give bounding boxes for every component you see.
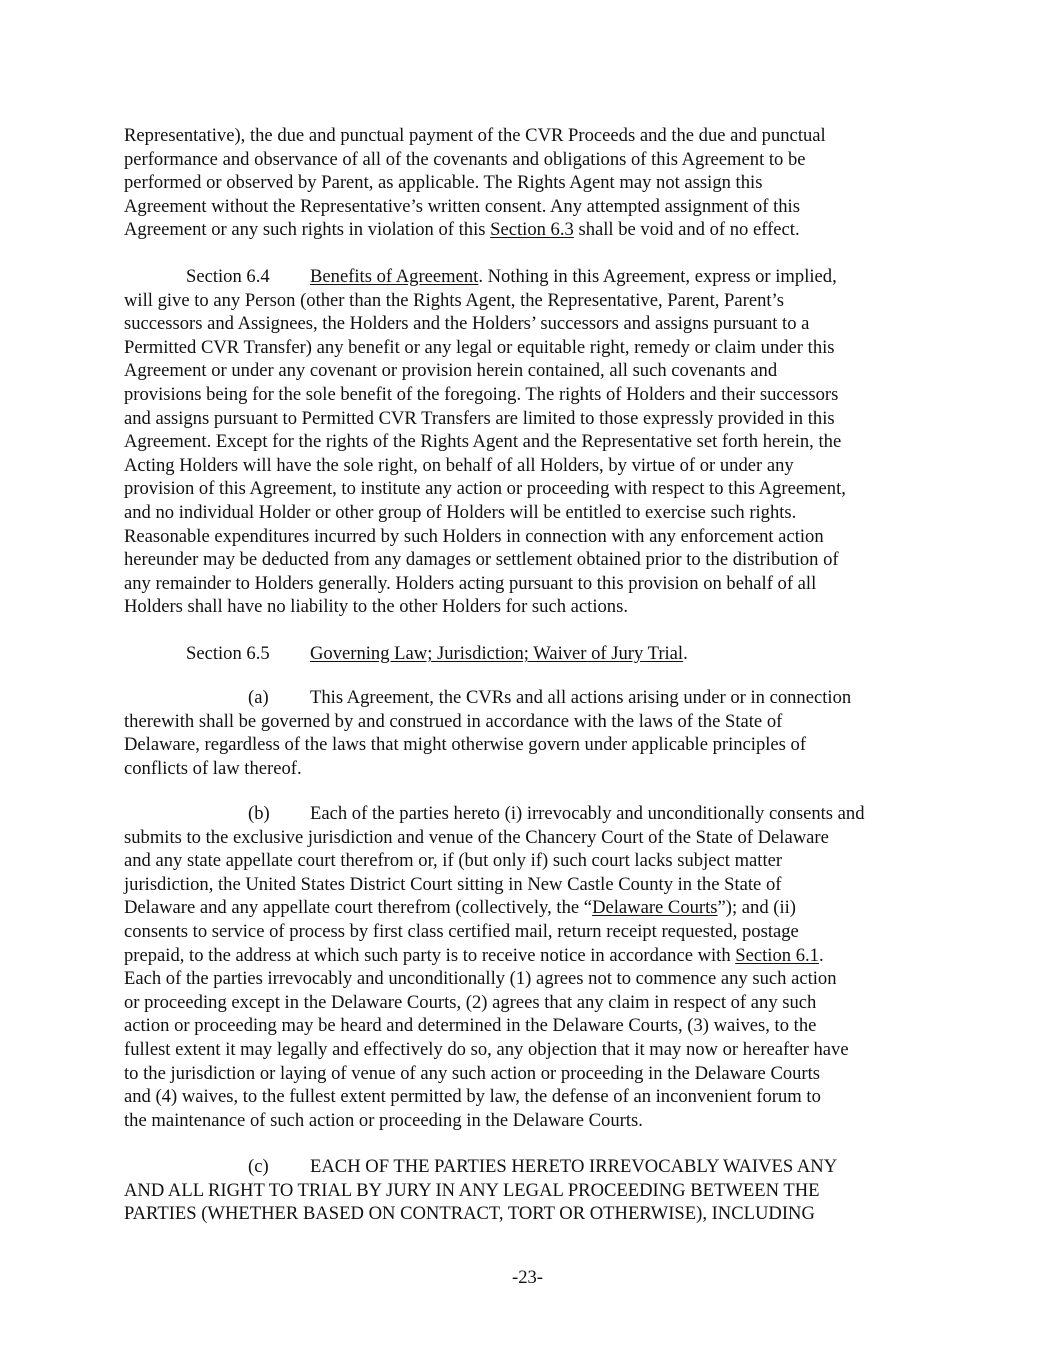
text-fragment: ”); and (ii) <box>717 897 797 919</box>
section-reference: Section 6.1 <box>735 944 819 966</box>
clause-first-line <box>124 686 944 710</box>
text-line: action or proceeding may be heard and determined in the Delaware Courts, (3) waives, to the <box>124 1015 817 1037</box>
clause-label: (c) <box>248 1156 269 1177</box>
text-line: and no individual Holder or other group of Holders will be entitled to exercise such rights. <box>124 501 797 523</box>
text-line: hereunder may be deducted from any damages or settlement obtained prior to the distribution of <box>124 549 839 571</box>
text-line: Holders shall have no liability to the other Holders for such actions. <box>124 596 628 618</box>
text-line: the maintenance of such action or proceeding in the Delaware Courts. <box>124 1109 643 1131</box>
text-line: Each of the parties irrevocably and unconditionally (1) agrees not to commence any such action <box>124 968 837 990</box>
text-line: and assigns pursuant to Permitted CVR Transfers are limited to those expressly provided in this <box>124 407 835 429</box>
section-heading-line <box>124 265 944 289</box>
text-fragment: shall be void and of no effect. <box>573 219 800 241</box>
section-6-5-heading <box>124 642 944 666</box>
text-line: performed or observed by Parent, as applicable. The Rights Agent may not assign this <box>124 172 763 194</box>
text-line: consents to service of process by first class certified mail, return receipt requested, postage <box>124 920 799 942</box>
clause-c-paragraph <box>124 1155 944 1226</box>
text-line: Acting Holders will have the sole right, on behalf of all Holders, by virtue of or under any <box>124 454 794 476</box>
text-fragment: Agreement or any such rights in violation of this <box>124 219 491 241</box>
text-line: jurisdiction, the United States District Court sitting in New Castle County in the State of <box>124 873 782 895</box>
text-line <box>124 896 944 920</box>
text-line: PARTIES (WHETHER BASED ON CONTRACT, TORT OR OTHERWISE), INCLUDING <box>124 1203 815 1225</box>
text-fragment: Each of the parties hereto (i) irrevocably and unconditionally consents and <box>310 803 865 824</box>
text-line: Agreement or under any covenant or provision herein contained, all such covenants and <box>124 360 778 382</box>
section-6-4-paragraph <box>124 265 944 619</box>
text-fragment: Delaware and any appellate court therefrom (collectively, the “ <box>124 897 593 919</box>
section-heading-line <box>124 642 944 666</box>
text-line <box>124 944 944 968</box>
page-number: -23- <box>512 1267 543 1288</box>
text-line: successors and Assignees, the Holders and the Holders’ successors and assigns pursuant to a <box>124 313 810 335</box>
text-fragment: prepaid, to the address at which such party is to receive notice in accordance with <box>124 944 736 966</box>
section-heading: Governing Law; Jurisdiction; Waiver of Jury Trial <box>310 643 684 664</box>
section-reference: Section 6.3 <box>490 219 574 241</box>
text-line <box>124 218 944 242</box>
clause-label: (b) <box>248 803 270 824</box>
text-fragment: EACH OF THE PARTIES HERETO IRREVOCABLY WAIVES ANY <box>310 1156 838 1177</box>
text-fragment: . <box>683 643 688 664</box>
text-line: therewith shall be governed by and construed in accordance with the laws of the State of <box>124 710 783 732</box>
section-heading: Benefits of Agreement <box>310 266 479 287</box>
clause-label: (a) <box>248 687 269 708</box>
text-line: and any state appellate court therefrom or, if (but only if) such court lacks subject matter <box>124 850 783 872</box>
text-line: provisions being for the sole benefit of the foregoing. The rights of Holders and their successors <box>124 383 839 405</box>
section-number: Section 6.5 <box>186 643 270 664</box>
clause-b-paragraph <box>124 802 944 1132</box>
text-line: Agreement without the Representative’s written consent. Any attempted assignment of this <box>124 195 800 217</box>
text-fragment: This Agreement, the CVRs and all actions arising under or in connection <box>310 687 852 708</box>
text-fragment: . <box>818 944 824 966</box>
text-line: fullest extent it may legally and effectively do so, any objection that it may now or hereafter have <box>124 1038 849 1060</box>
clause-first-line <box>124 1155 944 1179</box>
text-line: Representative), the due and punctual payment of the CVR Proceeds and the due and punctual <box>124 125 826 146</box>
text-line: Delaware, regardless of the laws that might otherwise govern under applicable principles of <box>124 734 807 756</box>
text-line: Permitted CVR Transfer) any benefit or any legal or equitable right, remedy or claim under this <box>124 336 835 358</box>
carryover-paragraph <box>124 124 944 242</box>
text-line: any remainder to Holders generally. Holders acting pursuant to this provision on behalf of all <box>124 572 817 594</box>
defined-term: Delaware Courts <box>592 897 718 919</box>
text-line: to the jurisdiction or laying of venue of any such action or proceeding in the Delaware Courts <box>124 1062 821 1084</box>
text-line: conflicts of law thereof. <box>124 757 302 779</box>
text-fragment: . Nothing in this Agreement, express or implied, <box>478 266 837 287</box>
text-line: or proceeding except in the Delaware Courts, (2) agrees that any claim in respect of any such <box>124 991 817 1013</box>
text-line: and (4) waives, to the fullest extent permitted by law, the defense of an inconvenient forum to <box>124 1086 821 1108</box>
text-line: will give to any Person (other than the Rights Agent, the Representative, Parent, Parent’s <box>124 289 784 311</box>
clause-a-paragraph <box>124 686 944 780</box>
clause-first-line <box>124 802 944 826</box>
text-line: performance and observance of all of the covenants and obligations of this Agreement to be <box>124 148 806 170</box>
text-line: AND ALL RIGHT TO TRIAL BY JURY IN ANY LEGAL PROCEEDING BETWEEN THE <box>124 1179 820 1201</box>
text-line: provision of this Agreement, to institute any action or proceeding with respect to this Agreement, <box>124 478 846 500</box>
text-line: Reasonable expenditures incurred by such Holders in connection with any enforcement action <box>124 525 824 547</box>
text-line: submits to the exclusive jurisdiction and venue of the Chancery Court of the State of Delaware <box>124 826 829 848</box>
text-line: Agreement. Except for the rights of the Rights Agent and the Representative set forth herein, the <box>124 431 842 453</box>
section-number: Section 6.4 <box>186 266 270 287</box>
